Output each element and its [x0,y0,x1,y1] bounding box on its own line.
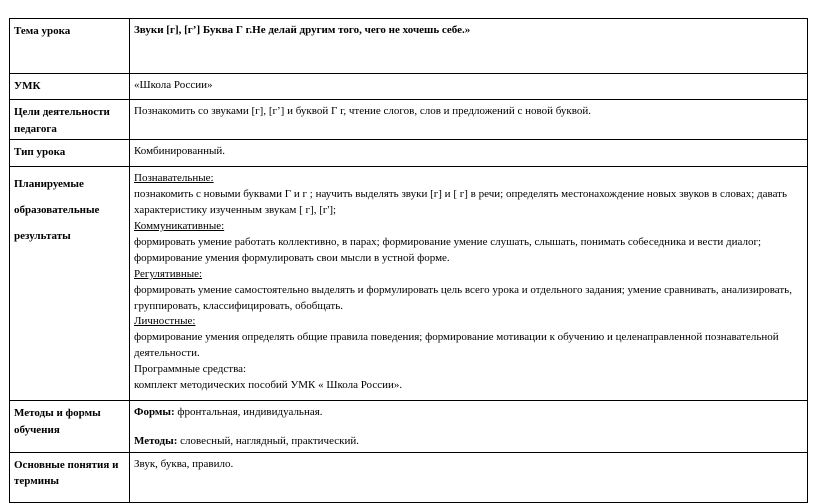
row-lesson-type [10,140,808,167]
cognitive-heading: Познавательные: [134,172,214,184]
row-concepts [10,452,808,502]
results-label-line-2: образовательные [14,204,100,216]
software-text: комплект методических пособий УМК « Школа России». [134,379,403,392]
row-topic [10,19,808,74]
communicative-text: формировать умение работать коллективно, в парах; формирование умение слушать, слышать, понимать собеседника и вести диалог; формирование умения формулировать свои мысли в устной форме. [134,235,762,264]
methods-line [134,434,803,450]
row-goals [10,100,808,140]
forms-value: фронтальная, индивидуальная. [174,406,323,418]
personal-heading: Личностные: [134,315,196,328]
umk-label: УМК [10,74,130,100]
row-methods [10,401,808,453]
regulatory-heading: Регулятивные: [134,267,203,280]
topic-label: Тема урока [10,19,130,74]
software-heading: Программные средства: [134,363,247,376]
methods-type-value: словесный, наглядный, практический. [177,434,359,447]
concepts-value: Звук, буква, правило. [130,452,808,502]
lesson-type-value: Комбинированный. [130,140,808,167]
cognitive-text: познакомить с новыми буквами Г и г ; научить выделять звуки [г] и [ г] в речи; определять местонахождение новых звуков в словах; давать характеристику изученным звукам [ г], [г']; [134,187,788,216]
results-label [10,167,130,401]
forms-line [134,405,803,421]
regulatory-text: формировать умение самостоятельно выделять и формулировать цель всего урока и отдельного задания; умение сравнивать, анализировать, группировать, классифицировать, обобщать. [134,283,792,312]
goals-label: Цели деятельности педагога [10,100,130,140]
methods-value [130,401,808,453]
results-label-line-3: результаты [14,230,71,242]
row-results [10,167,808,401]
umk-value: «Школа России» [130,74,808,100]
communicative-heading: Коммуникативные: [134,219,225,232]
results-value [130,167,808,401]
lesson-type-label: Тип урока [10,140,130,167]
concepts-label: Основные понятия и термины [10,452,130,502]
forms-label: Формы: [134,406,175,418]
topic-value: Звуки [г], [г’] Буква Г г.Не делай другим того, чего не хочешь себе.» [130,19,808,74]
methods-label: Методы и формы обучения [10,401,130,453]
lesson-plan-table [9,18,808,503]
row-umk [10,74,808,100]
results-label-line-1: Планируемые [14,178,84,190]
methods-type-label: Методы: [134,434,178,447]
goals-value: Познакомить со звуками [г], [г’] и буквой Г г, чтение слогов, слов и предложений с новой буквой. [130,100,808,140]
personal-text: формирование умения определять общие правила поведения; формирование мотивации к обучению и целенаправленной познавательной деятельности. [134,331,779,360]
